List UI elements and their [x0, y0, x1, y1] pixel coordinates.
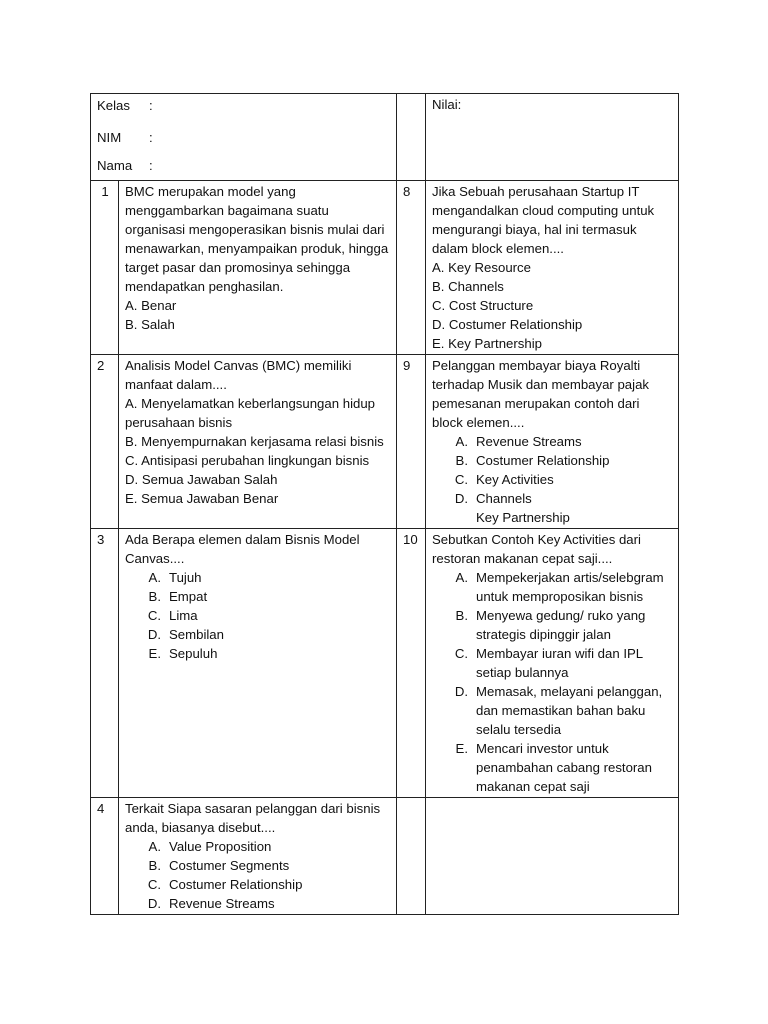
nama-label: Nama: [97, 157, 133, 173]
option-letter: D.: [454, 684, 469, 699]
option-text: Costumer Relationship: [169, 877, 303, 892]
option: A. Benar: [125, 298, 177, 313]
option-letter: C.: [454, 646, 469, 661]
option: B. Salah: [125, 317, 175, 332]
option-text: Empat: [169, 589, 208, 604]
option-extra: Key Partnership: [476, 510, 570, 525]
option-letter: D.: [147, 627, 161, 642]
question-cell: [426, 181, 679, 355]
question-text: Terkait Siapa sasaran pelanggan dari bisnis anda, biasanya disebut....: [125, 801, 381, 835]
option: [432, 451, 673, 470]
option: E. Semua Jawaban Benar: [125, 491, 279, 506]
empty-question-cell: [426, 798, 679, 915]
option: D. Semua Jawaban Salah: [125, 472, 278, 487]
option-text: Costumer Relationship: [476, 453, 610, 468]
option-text: Membayar iuran wifi dan IPL setiap bulannya: [476, 646, 643, 680]
kelas-label: Kelas: [97, 97, 130, 113]
question-text: Jika Sebuah perusahaan Startup IT mengandalkan cloud computing untuk mengurangi biaya, hal ini termasuk dalam block elemen....: [432, 184, 655, 256]
option: [125, 625, 391, 644]
option-letter: C.: [147, 877, 161, 892]
question-number: 1: [91, 181, 119, 355]
option: [125, 644, 391, 663]
option: [432, 682, 673, 739]
question-row: [91, 181, 679, 355]
option: [125, 587, 391, 606]
question-number: 3: [91, 529, 119, 798]
question-number: 9: [397, 355, 426, 529]
option-text: Memasak, melayani pelanggan, dan memastikan bahan baku selalu tersedia: [476, 684, 663, 737]
option: C. Cost Structure: [432, 298, 534, 313]
option: [432, 606, 673, 644]
option: [125, 856, 391, 875]
option: [432, 568, 673, 606]
nilai-cell: [426, 94, 679, 181]
option: [432, 432, 673, 451]
question-cell: [426, 355, 679, 529]
question-text: Analisis Model Canvas (BMC) memiliki manfaat dalam....: [125, 358, 352, 392]
option-text: Costumer Segments: [169, 858, 290, 873]
option: A. Key Resource: [432, 260, 531, 275]
header-row: [91, 94, 679, 181]
kelas-line: [97, 95, 391, 115]
option: [125, 606, 391, 625]
option: B. Channels: [432, 279, 504, 294]
option-text: Menyewa gedung/ ruko yang strategis dipinggir jalan: [476, 608, 646, 642]
option-text: Tujuh: [169, 570, 202, 585]
option: [432, 739, 673, 796]
option-letter: E.: [455, 741, 469, 756]
question-number: 2: [91, 355, 119, 529]
empty-number-cell: [397, 798, 426, 915]
option-letter: A.: [455, 570, 469, 585]
option: D. Costumer Relationship: [432, 317, 583, 332]
question-cell: [119, 355, 397, 529]
option-letter: E.: [148, 646, 161, 661]
student-info-cell: [91, 94, 397, 181]
option-letter: B.: [148, 858, 161, 873]
option: C. Antisipasi perubahan lingkungan bisnis: [125, 453, 370, 468]
option-letter: A.: [455, 434, 469, 449]
option: [432, 644, 673, 682]
question-cell: [119, 529, 397, 798]
option: [125, 894, 391, 913]
option-text: Revenue Streams: [169, 896, 275, 911]
option-text: Value Proposition: [169, 839, 272, 854]
option-letter: B.: [148, 589, 161, 604]
option-text: Mempekerjakan artis/selebgram untuk memproposikan bisnis: [476, 570, 664, 604]
option-letter: C.: [454, 472, 469, 487]
question-cell: [119, 798, 397, 915]
nilai-label: Nilai:: [432, 97, 462, 112]
option-letter: D.: [147, 896, 161, 911]
option-letter: B.: [455, 608, 469, 623]
option-letter: A.: [148, 839, 161, 854]
option-text: Sembilan: [169, 627, 224, 642]
nim-line: [97, 123, 391, 151]
question-text: Ada Berapa elemen dalam Bisnis Model Canvas....: [125, 532, 360, 566]
nim-separator: :: [149, 129, 153, 145]
option: [125, 837, 391, 856]
question-text: Sebutkan Contoh Key Activities dari restoran makanan cepat saji....: [432, 532, 641, 566]
header-spacer-cell: [397, 94, 426, 181]
option-list: [432, 432, 673, 508]
option-letter: C.: [147, 608, 161, 623]
question-cell: [426, 529, 679, 798]
option: E. Key Partnership: [432, 336, 542, 351]
option-text: Channels: [476, 491, 532, 506]
option-list: [125, 837, 391, 913]
question-number: 8: [397, 181, 426, 355]
question-number: 10: [397, 529, 426, 798]
option-letter: B.: [455, 453, 469, 468]
question-text: Pelanggan membayar biaya Royalti terhadap Musik dan membayar pajak pemesanan merupakan contoh dari block elemen....: [432, 358, 649, 430]
option: A. Menyelamatkan keberlangsungan hidup perusahaan bisnis: [125, 396, 375, 430]
option-letter: D.: [454, 491, 469, 506]
option: [432, 470, 673, 489]
option: [125, 875, 391, 894]
quiz-table: [90, 93, 679, 915]
question-row: [91, 798, 679, 915]
question-number: 4: [91, 798, 119, 915]
option-text: Lima: [169, 608, 198, 623]
option-list: [432, 568, 673, 796]
question-row: [91, 355, 679, 529]
option: B. Menyempurnakan kerjasama relasi bisnis: [125, 434, 384, 449]
option: [432, 489, 673, 508]
option-text: Revenue Streams: [476, 434, 582, 449]
kelas-separator: :: [149, 97, 153, 113]
question-text: BMC merupakan model yang menggambarkan bagaimana suatu organisasi mengoperasikan bisnis mulai dari menawarkan, menyampaikan produk, hingga target pasar dan promosinya sehingga mendapatkan penghasilan.: [125, 184, 389, 294]
question-cell: [119, 181, 397, 355]
nim-label: NIM: [97, 129, 122, 145]
option: [125, 568, 391, 587]
option-list: [125, 568, 391, 663]
nama-line: [97, 151, 391, 179]
question-row: [91, 529, 679, 798]
option-text: Mencari investor untuk penambahan cabang restoran makanan cepat saji: [476, 741, 652, 794]
option-text: Key Activities: [476, 472, 554, 487]
option-letter: A.: [148, 570, 161, 585]
option-text: Sepuluh: [169, 646, 218, 661]
nama-separator: :: [149, 157, 153, 173]
